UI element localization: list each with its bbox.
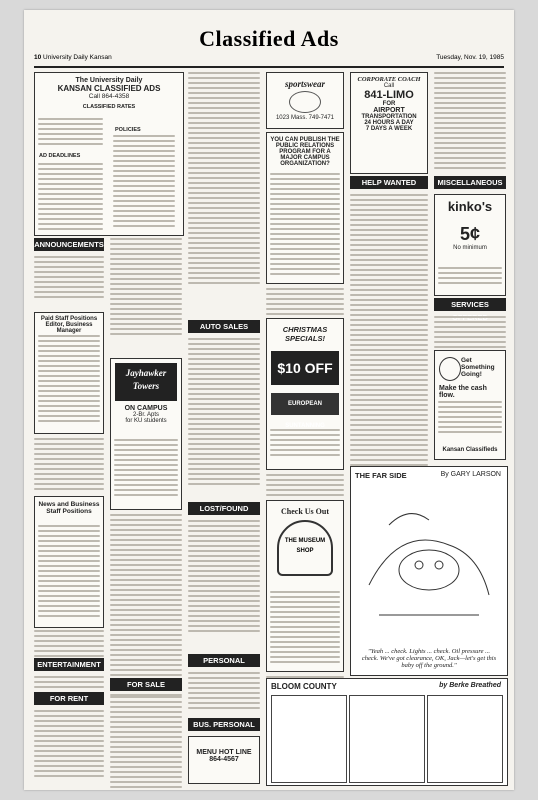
corporate-coach-ad: [350, 72, 428, 174]
rates-title: CLASSIFIED RATES: [82, 104, 136, 110]
jayhawker-logo: Jayhawker Towers: [115, 363, 177, 401]
masthead: [34, 20, 504, 68]
sportswear-badge-icon: [289, 91, 321, 113]
bus-personal-header: BUS. PERSONAL: [188, 718, 260, 731]
coach-line5: 7 DAYS A WEEK: [365, 126, 413, 132]
column-3: [188, 72, 260, 784]
jayhawker-line2: 2-Br. Apts: [132, 412, 159, 418]
kinkos-ad: [434, 194, 506, 296]
miscellaneous-header: MISCELLANEOUS: [434, 176, 506, 189]
bloom-county-comic: [266, 678, 508, 786]
jayhawker-line1: ON CAMPUS: [124, 405, 168, 412]
smiley-icon: [439, 357, 461, 381]
lost-found-header: LOST/FOUND: [188, 502, 260, 515]
kinkos-price: 5¢: [459, 224, 481, 244]
paid-staff-title: Paid Staff Positions: [40, 316, 98, 322]
pr-program-ad: [266, 132, 344, 284]
kansan-classifieds-promo: [434, 350, 506, 460]
coach-line1: FOR: [382, 101, 396, 107]
column-1: [34, 238, 104, 783]
rates-line1: The University Daily: [75, 77, 143, 84]
sportswear-logo: sportswear: [284, 79, 325, 89]
kinkos-sub: No minimum: [453, 245, 487, 251]
menu-hotline-ad: [188, 736, 260, 784]
policies-title: POLICIES: [115, 127, 141, 133]
far-side-title: THE FAR SIDE: [355, 471, 407, 480]
personal-header: PERSONAL: [188, 654, 260, 667]
page-number: 10 University Daily Kansan: [34, 54, 112, 61]
bloom-panel-3: [427, 695, 503, 783]
paid-staff-sub: Editor, Business Manager: [45, 322, 93, 334]
issue-date: Tuesday, Nov. 19, 1985: [436, 54, 504, 61]
christmas-specials-ad: [266, 318, 344, 470]
announcements-header: ANNOUNCEMENTS: [34, 240, 104, 249]
museum-shell-logo: THE MUSEUM SHOP: [277, 520, 333, 576]
museum-shop-ad: [266, 500, 344, 672]
news-staff-title: News and Business Staff Positions: [38, 501, 100, 515]
sportswear-phone: 1023 Mass. 749-7471: [275, 115, 335, 121]
bloom-panel-1: [271, 695, 347, 783]
classified-rates-box: [34, 72, 184, 236]
news-staff-ad: [34, 496, 104, 628]
for-sale-header: FOR SALE: [110, 678, 182, 691]
jayhawker-line3: for KU students: [125, 418, 167, 424]
menu-hotline-title: MENU HOT LINE: [196, 749, 252, 756]
coach-phone: 841-LIMO: [364, 89, 414, 101]
museum-title: Check Us Out: [280, 507, 329, 516]
auto-sales-header: AUTO SALES: [188, 320, 260, 333]
cash-title: Get Something Going!: [461, 357, 495, 378]
christmas-offer: $10 OFF: [271, 351, 339, 385]
for-rent-header: FOR RENT: [34, 692, 104, 705]
services-offered-header: SERVICES: [434, 298, 506, 311]
far-side-drawing: [359, 485, 499, 625]
jayhawker-towers-ad: [110, 358, 182, 510]
coach-call: Call: [383, 83, 395, 89]
coach-line4: 24 HOURS A DAY: [364, 120, 414, 126]
coach-title: CORPORATE COACH: [357, 76, 421, 83]
bloom-county-author: by Berke Breathed: [439, 682, 501, 689]
rates-line2: KANSAN CLASSIFIED ADS: [57, 84, 161, 93]
entertainment-header: ENTERTAINMENT: [34, 658, 104, 671]
bloom-panel-2: [349, 695, 425, 783]
menu-hotline-phone: 864-4567: [209, 756, 239, 763]
help-wanted-header: HELP WANTED: [350, 176, 428, 189]
rates-phone: Call 864-4358: [88, 93, 130, 100]
kansan-classifieds-label: Kansan Classifieds: [442, 447, 498, 453]
sportswear-ad: [266, 72, 344, 129]
kinkos-logo: kinko's: [447, 199, 493, 214]
paid-staff-ad: [34, 312, 104, 434]
newspaper-page: [24, 10, 514, 790]
coach-line2: AIRPORT: [373, 107, 405, 114]
far-side-caption: "Yeah ... check. Lights ... check. Oil pressure ... check. We've got clearance, OK, Jack—let's get this baby off the ground.": [361, 648, 497, 669]
christmas-title: CHRISTMAS SPECIALS!: [282, 325, 328, 343]
cash-sub: Make the cash flow.: [439, 385, 487, 399]
deadlines-title: AD DEADLINES: [39, 153, 81, 159]
page-title: Classified Ads: [199, 26, 339, 51]
bloom-county-title: BLOOM COUNTY: [271, 682, 337, 691]
pr-title: YOU CAN PUBLISH THE PUBLIC RELATIONS PROGRAM FOR A MAJOR CAMPUS ORGANIZATION?: [270, 137, 340, 167]
christmas-sub: EUROPEAN SUNTANNING: [271, 393, 339, 415]
far-side-comic: [350, 466, 508, 676]
column-2: [110, 238, 182, 783]
far-side-author: By GARY LARSON: [440, 471, 501, 478]
coach-line3: TRANSPORTATION: [361, 114, 417, 120]
